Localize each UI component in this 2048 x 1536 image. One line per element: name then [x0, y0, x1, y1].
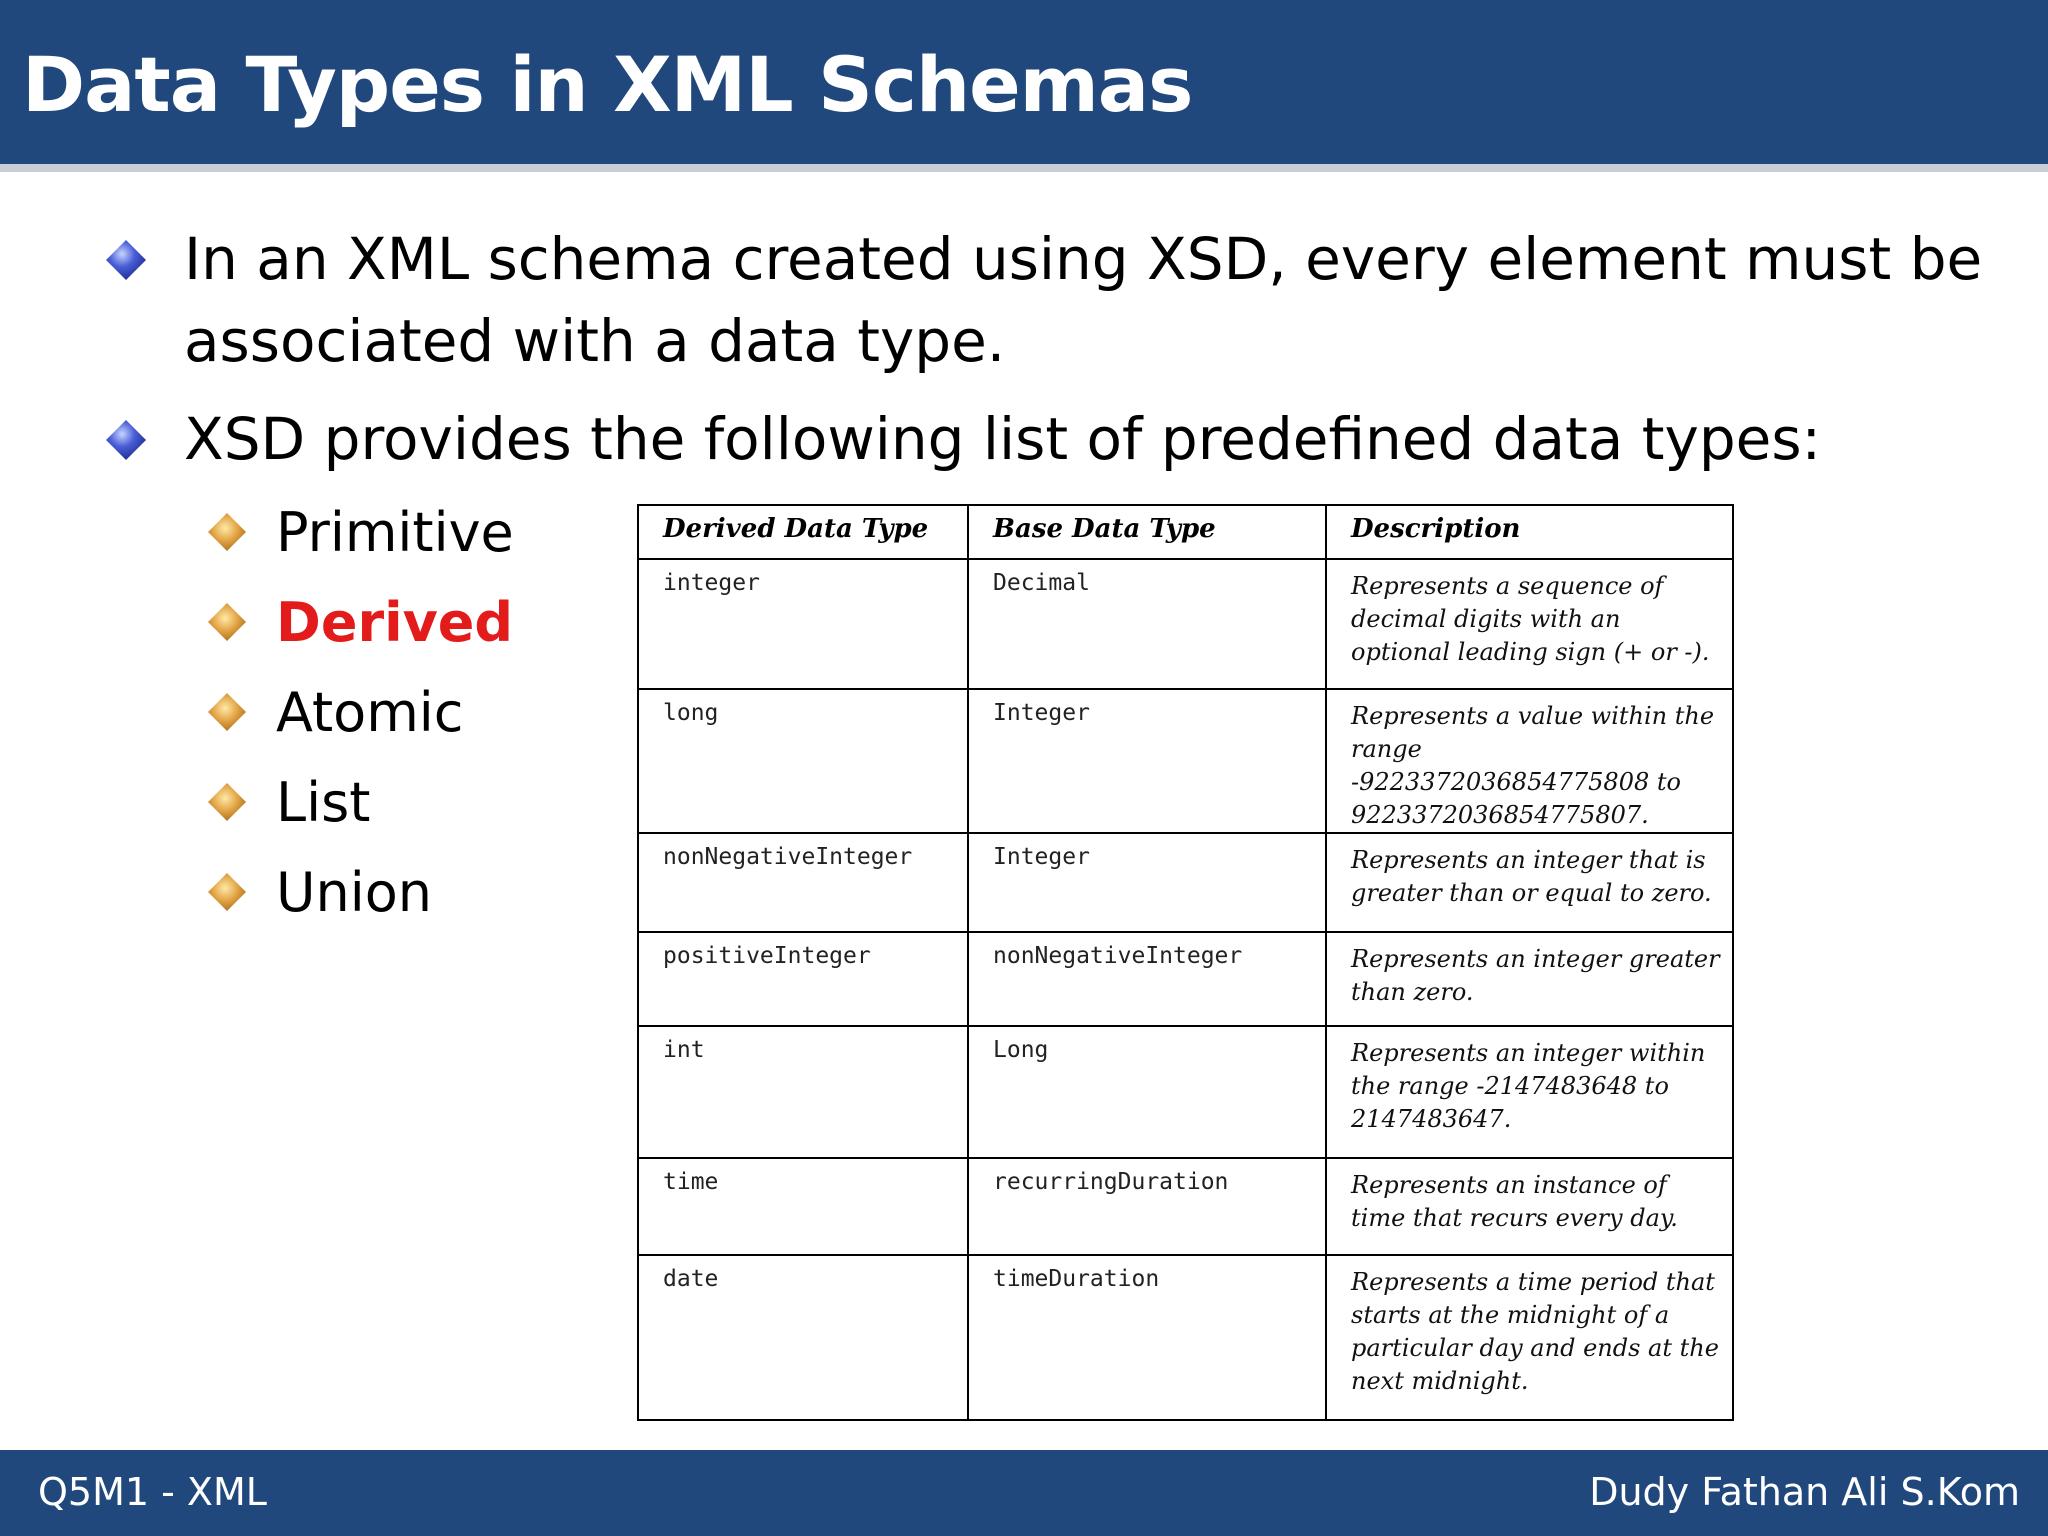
derived-type-cell: date [638, 1255, 968, 1420]
sub-bullet-list [206, 762, 370, 842]
gold-diamond-icon [206, 511, 248, 553]
bullet-item [104, 218, 2004, 382]
derived-types-table [637, 504, 1734, 1421]
sub-bullet-derived [206, 582, 513, 662]
table-row [638, 559, 1733, 689]
table-row [638, 932, 1733, 1026]
description-cell: Represents an integer that is greater than or equal to zero. [1326, 833, 1733, 932]
derived-type-cell: positiveInteger [638, 932, 968, 1026]
sub-bullet-label: Union [276, 860, 433, 924]
derived-type-cell: time [638, 1158, 968, 1255]
slide-title: Data Types in XML Schemas [22, 40, 1193, 129]
table-row [638, 1158, 1733, 1255]
bullet-text: XSD provides the following list of predefined data types: [184, 405, 1822, 473]
gold-diamond-icon [206, 871, 248, 913]
slide-footer [0, 1450, 2048, 1536]
base-type-cell: Integer [968, 833, 1326, 932]
blue-diamond-icon [104, 418, 148, 462]
footer-author: Dudy Fathan Ali S.Kom [1589, 1470, 2020, 1514]
sub-bullet-union [206, 852, 432, 932]
table-row [638, 689, 1733, 833]
blue-diamond-icon [104, 238, 148, 282]
table-row [638, 1026, 1733, 1158]
base-type-cell: Long [968, 1026, 1326, 1158]
description-cell: Represents a time period that starts at the midnight of a particular day and ends at the next midnight. [1326, 1255, 1733, 1420]
sub-bullet-label: Derived [276, 590, 514, 654]
base-type-cell: Decimal [968, 559, 1326, 689]
description-cell: Represents a value within the range -9223372036854775808 to 9223372036854775807. [1326, 689, 1733, 833]
sub-bullet-label: List [276, 770, 371, 834]
gold-diamond-icon [206, 691, 248, 733]
bullet-item [104, 398, 2004, 480]
table-row [638, 1255, 1733, 1420]
derived-type-cell: nonNegativeInteger [638, 833, 968, 932]
gold-diamond-icon [206, 601, 248, 643]
header-base-type: Base Data Type [968, 505, 1326, 559]
header-description: Description [1326, 505, 1733, 559]
description-cell: Represents an instance of time that recurs every day. [1326, 1158, 1733, 1255]
derived-type-cell: integer [638, 559, 968, 689]
sub-bullet-atomic [206, 672, 464, 752]
description-cell: Represents an integer greater than zero. [1326, 932, 1733, 1026]
base-type-cell: timeDuration [968, 1255, 1326, 1420]
base-type-cell: recurringDuration [968, 1158, 1326, 1255]
footer-course-label: Q5M1 - XML [38, 1470, 267, 1514]
header-derived-type: Derived Data Type [638, 505, 968, 559]
description-cell: Represents a sequence of decimal digits with an optional leading sign (+ or -). [1326, 559, 1733, 689]
derived-type-cell: long [638, 689, 968, 833]
sub-bullet-label: Atomic [276, 680, 464, 744]
slide-header [0, 0, 2048, 172]
derived-type-cell: int [638, 1026, 968, 1158]
sub-bullet-primitive [206, 492, 514, 572]
gold-diamond-icon [206, 781, 248, 823]
description-cell: Represents an integer within the range -2147483648 to 2147483647. [1326, 1026, 1733, 1158]
sub-bullet-label: Primitive [276, 500, 514, 564]
table-header-row [638, 505, 1733, 559]
bullet-text: In an XML schema created using XSD, every element must be associated with a data type. [184, 225, 1983, 375]
base-type-cell: Integer [968, 689, 1326, 833]
base-type-cell: nonNegativeInteger [968, 932, 1326, 1026]
table-row [638, 833, 1733, 932]
